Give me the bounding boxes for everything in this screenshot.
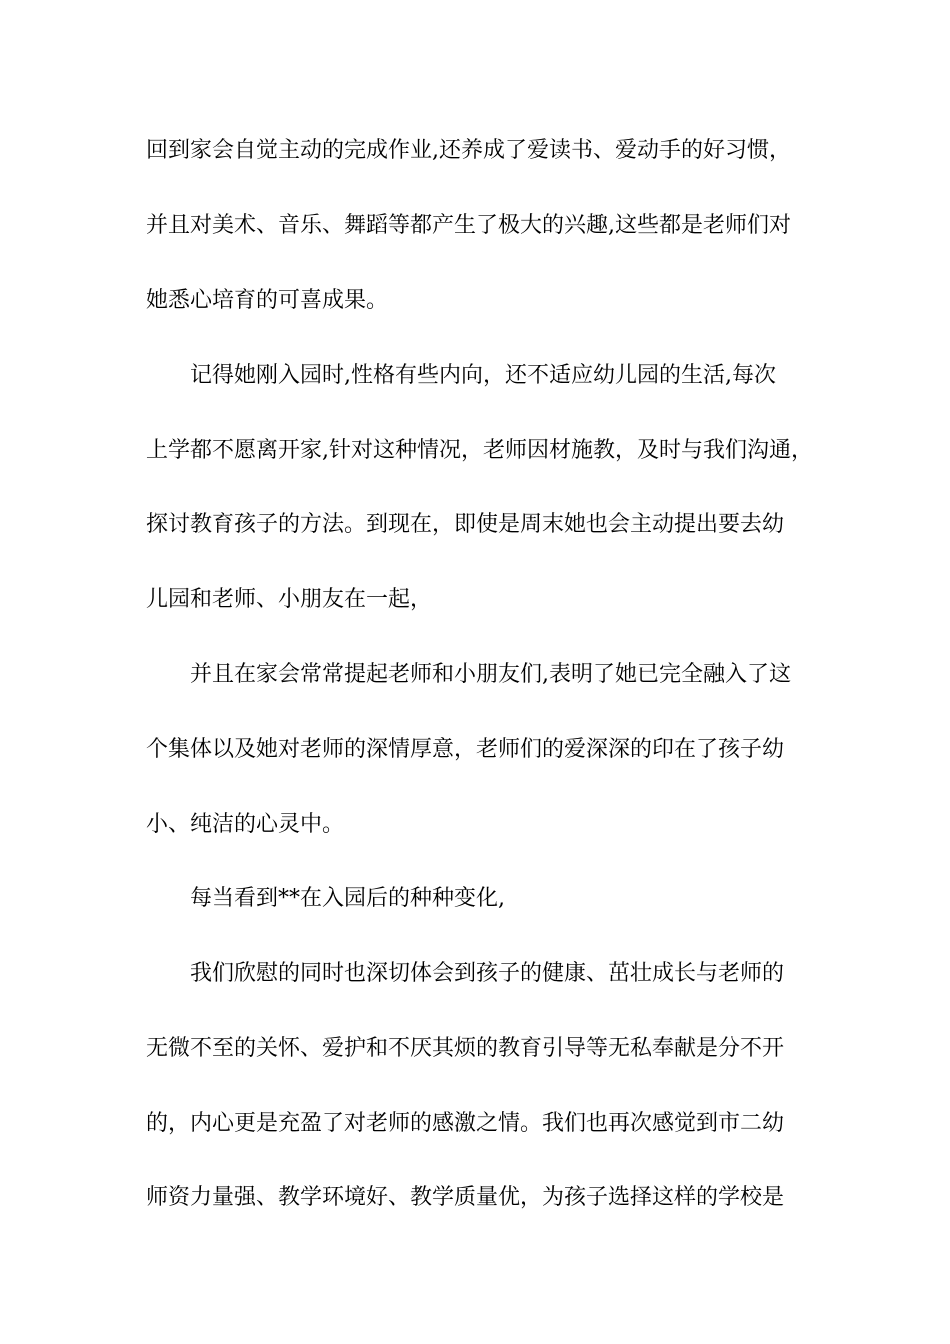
text-line: 师资力量强、教学环境好、教学质量优，为孩子选择这样的学校是	[146, 1185, 785, 1210]
text-line: 儿园和老师、小朋友在一起，	[146, 587, 433, 612]
text-line: 每当看到**在入园后的种种变化,	[190, 886, 505, 911]
text-line: 探讨教育孩子的方法。到现在，即使是周末她也会主动提出要去幼	[146, 512, 785, 537]
text-line: 个集体以及她对老师的深情厚意，老师们的爱深深的印在了孩子幼	[146, 737, 785, 762]
text-line: 她悉心培育的可喜成果。	[146, 288, 389, 313]
text-line: 回到家会自觉主动的完成作业,还养成了爱读书、爱动手的好习惯，	[146, 138, 791, 163]
text-line: 并且在家会常常提起老师和小朋友们,表明了她已完全融入了这	[190, 662, 791, 687]
text-line: 我们欣慰的同时也深切体会到孩子的健康、茁壮成长与老师的	[190, 961, 785, 986]
text-line: 的，内心更是充盈了对老师的感激之情。我们也再次感觉到市二幼	[146, 1111, 785, 1136]
text-line: 无微不至的关怀、爱护和不厌其烦的教育引导等无私奉献是分不开	[146, 1036, 785, 1061]
text-line: 并且对美术、音乐、舞蹈等都产生了极大的兴趣,这些都是老师们对	[146, 213, 791, 238]
text-line: 小、纯洁的心灵中。	[146, 812, 345, 837]
text-line: 上学都不愿离开家,针对这种情况，老师因材施教，及时与我们沟通，	[146, 438, 813, 463]
text-line: 记得她刚入园时,性格有些内向，还不适应幼儿园的生活,每次	[190, 363, 776, 388]
